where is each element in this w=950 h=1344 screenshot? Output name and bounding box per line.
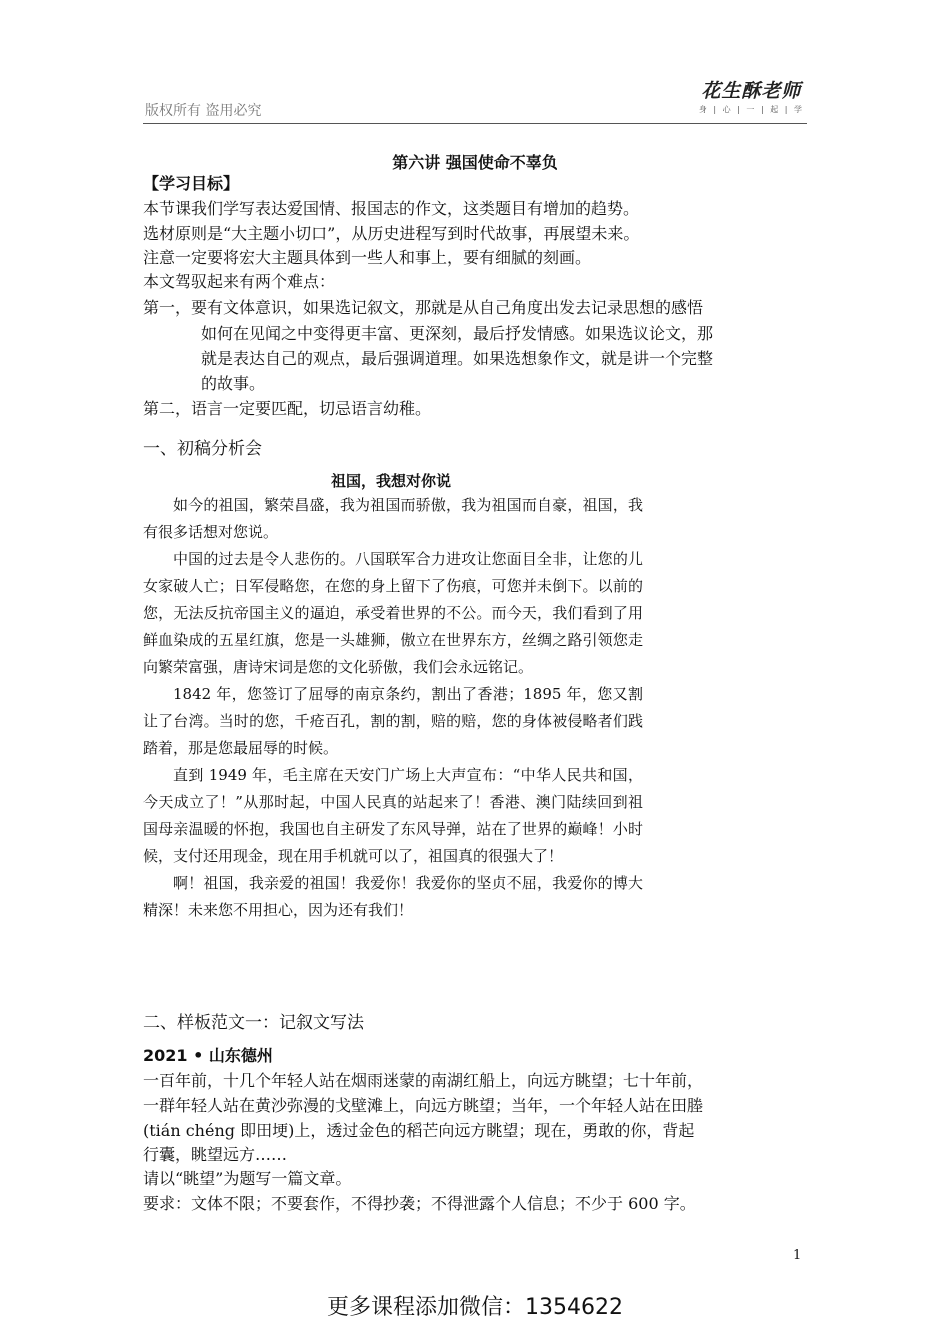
point-2: 第二，语言一定要匹配，切忌语言幼稚。 [143,399,432,418]
logo-sub-text: 身 | 心 | 一 | 起 | 学 [698,105,804,114]
section-1-heading: 一、初稿分析会 [143,439,262,459]
essay-paragraph: 直到 1949 年，毛主席在天安门广场上大声宣布：“中华人民共和国，今天成立了！”从那时起，中国人民真的站起来了！香港、澳门陆续回到祖国母亲温暖的怀抱，我国也自主研发了东风导弹，站在了世界的巅峰！小时候，支付还用现金，现在用手机就可以了，祖国真的很强大了！ [143,766,643,865]
point-1-line-1: 第一，要有文体意识，如果选记叙文，那就是从自己角度出发去记录思想的感悟 [143,298,704,317]
essay-paragraph: 中国的过去是令人悲伤的。八国联军合力进攻让您面目全非，让您的儿女家破人亡；日军侵略您，在您的身上留下了伤痕，可您并未倒下。以前的您，无法反抗帝国主义的逼迫，承受着世界的不公。而今天，我们看到了用鲜血染成的五星红旗，您是一头雄狮，傲立在世界东方，丝绸之路引领您走向繁荣富强，唐诗宋词是您的文化骄傲，我们会永远铭记。 [143,550,643,676]
prompt-source: 2021 • 山东德州 [143,1046,273,1065]
prompt-line-3: (tián chéng 即田埂)上，透过金色的稻芒向远方眺望；现在，勇敢的你，背起 [143,1121,695,1140]
header-divider [143,123,807,124]
goals-heading: 【学习目标】 [143,174,240,193]
prompt-line-1: 一百年前，十几个年轻人站在烟雨迷蒙的南湖红船上，向远方眺望；七十年前， [143,1071,704,1090]
goals-line-3: 注意一定要将宏大主题具体到一些人和事上，要有细腻的刻画。 [143,248,592,267]
essay-title: 祖国，我想对你说 [330,472,451,490]
goals-line-4: 本文驾驭起来有两个难点： [143,272,336,291]
essay-body [143,492,643,924]
essay-paragraph: 1842 年，您签订了屈辱的南京条约，割出了香港；1895 年，您又割让了台湾。当时的您，千疮百孔，割的割，赔的赔，您的身体被侵略者们践踏着，那是您最屈辱的时候。 [143,685,643,757]
brand-logo [699,76,804,115]
point-1-line-3: 就是表达自己的观点，最后强调道理。如果选想象作文，就是讲一个完整 [201,349,714,368]
prompt-line-4: 行囊，眺望远方…… [143,1145,288,1164]
point-1-line-2: 如何在见闻之中变得更丰富、更深刻，最后抒发情感。如果选议论文，那 [201,324,714,343]
prompt-requirements: 要求：文体不限；不要套作，不得抄袭；不得泄露个人信息；不少于 600 字。 [143,1194,696,1213]
copyright-notice: 版权所有 盗用必究 [145,103,262,119]
point-1-line-4: 的故事。 [201,374,266,393]
prompt-line-2: 一群年轻人站在黄沙弥漫的戈壁滩上，向远方眺望；当年，一个年轻人站在田塍 [143,1096,704,1115]
logo-main-text: 花生酥老师 [701,80,802,102]
page-number: 1 [793,1248,802,1263]
essay-paragraph: 如今的祖国，繁荣昌盛，我为祖国而骄傲，我为祖国而自豪，祖国，我有很多话想对您说。 [143,496,643,541]
essay-paragraph: 啊！祖国，我亲爱的祖国！我爱你！我爱你的坚贞不屈，我爱你的博大精深！未来您不用担心，因为还有我们！ [143,874,643,919]
section-2-heading: 二、样板范文一：记叙文写法 [143,1013,364,1033]
goals-line-1: 本节课我们学写表达爱国情、报国志的作文，这类题目有增加的趋势。 [143,199,640,218]
lesson-title: 第六讲 强国使命不辜负 [392,153,558,172]
prompt-task: 请以“眺望”为题写一篇文章。 [143,1169,352,1188]
footer-banner: 更多课程添加微信：1354622 [327,1295,623,1320]
goals-line-2: 选材原则是“大主题小切口”，从历史进程写到时代故事，再展望未来。 [143,224,640,243]
